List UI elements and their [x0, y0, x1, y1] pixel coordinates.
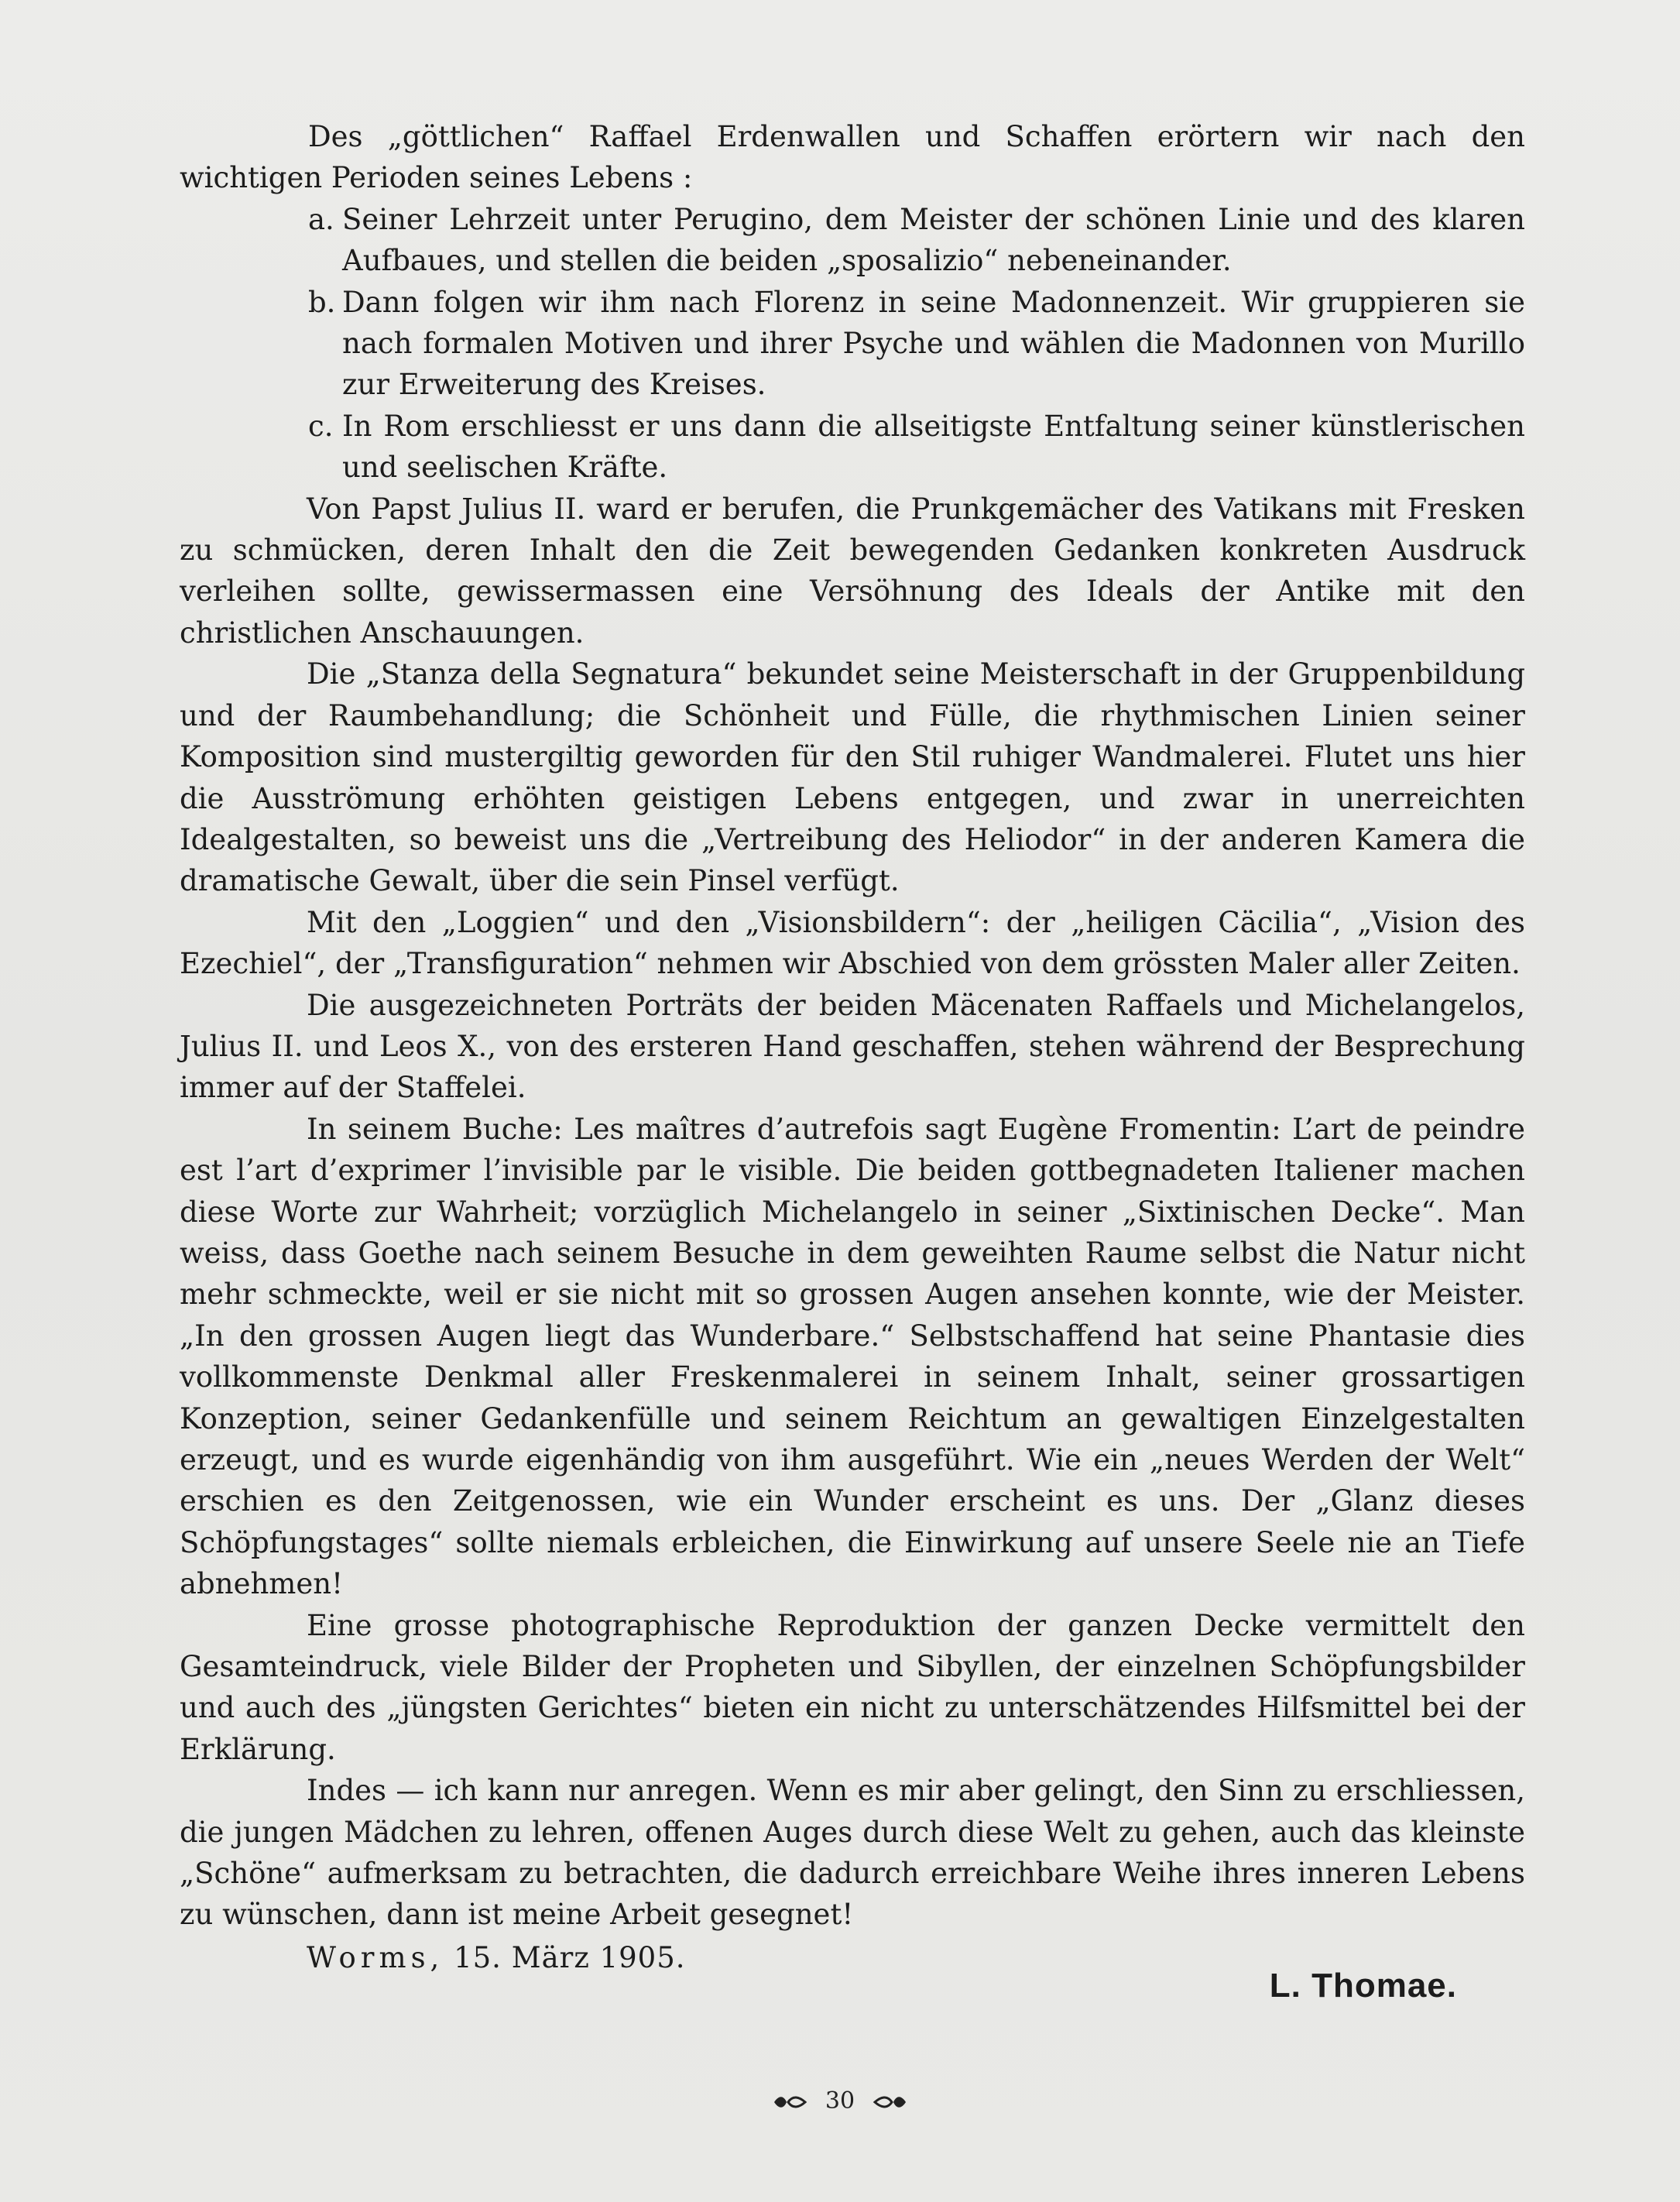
right-ornament-icon	[873, 2094, 907, 2111]
paragraph-reproduktion: Eine grosse photographische Reproduktion der ganzen Decke vermittelt den Gesamteindruck, viele Bilder der Propheten und Sibyllen, der einzelnen Schöpfungsbilder und auch des „jüngsten Gerichtes“ bieten ein nicht zu unterschätzendes Hilfsmittel bei der Erklärung.	[180, 1608, 1525, 1766]
paragraph-loggien: Mit den „Loggien“ und den „Visionsbildern“: der „heiligen Cäcilia“, „Vision des Ezechiel“, der „Transfiguration“ nehmen wir Abschied von dem grössten Maler aller Zeiten.	[180, 905, 1525, 981]
page-folio	[0, 2087, 1680, 2115]
list-marker: a.	[308, 202, 334, 236]
closing-block	[180, 1937, 1525, 2005]
list-item-text: Dann folgen wir ihm nach Florenz in seine Madonnenzeit. Wir gruppieren sie nach formalen Motiven und ihrer Psyche und wählen die Madonnen von Murillo zur Erweiterung des Kreises.	[342, 285, 1525, 402]
paragraph-fromentin: In seinem Buche: Les maîtres d’autrefois sagt Eugène Fromentin: L’art de peindre est l’art d’exprimer l’invisible par le visible. Die beiden gottbegnadeten Italiener machen diese Worte zur Wahrheit; vorzüglich Michelangelo in seiner „Sixtinischen Decke“. Man weiss, dass Goethe nach seinem Besuche in dem geweihten Raume selbst die Natur nicht mehr schmeckte, weil er sie nicht mit so grossen Augen ansehen konnte, wie der Meister. „In den grossen Augen liegt das Wunderbare.“ Selbstschaffend hat seine Phantasie dies vollkommenste Denkmal aller Freskenmalerei in seinem Inhalt, seiner grossartigen Konzeption, seiner Gedankenfülle und seinem Reichtum an gewaltigen Einzelgestalten erzeugt, und es wurde eigenhändig von ihm ausgeführt. Wie ein „neues Werden der Welt“ erschien es den Zeitgenossen, wie ein Wunder erscheint es uns. Der „Glanz dieses Schöpfungstages“ sollte niemals erbleichen, die Einwirkung auf unsere Seele nie an Tiefe abnehmen!	[180, 1112, 1525, 1601]
author-signature: L. Thomae.	[1269, 1966, 1457, 2005]
paragraph-papst-julius: Von Papst Julius II. ward er berufen, die Prunkgemächer des Vatikans mit Fresken zu schmücken, deren Inhalt den die Zeit bewegenden Gedanken konkreten Ausdruck verleihen sollte, gewissermassen eine Versöhnung des Ideals der Antike mit den christlichen Anschauungen.	[180, 492, 1525, 650]
period-list	[180, 199, 1525, 489]
body-text	[180, 116, 1525, 2005]
list-item-text: Seiner Lehrzeit unter Perugino, dem Meister der schönen Linie und des klaren Aufbaues, und stellen die beiden „sposalizio“ nebeneinander.	[342, 202, 1525, 278]
paragraph-indes: Indes — ich kann nur anregen. Wenn es mir aber gelingt, den Sinn zu erschliessen, die jungen Mädchen zu lehren, offenen Auges durch diese Welt zu gehen, auch das kleinste „Schöne“ aufmerksam zu betrachten, die dadurch erreichbare Weihe ihres inneren Lebens zu wünschen, dann ist meine Arbeit gesegnet!	[180, 1774, 1525, 1932]
list-marker: b.	[308, 285, 336, 319]
paragraph-portraits: Die ausgezeichneten Porträts der beiden Mäcenaten Raffaels und Michelangelos, Julius II. und Leos X., von des ersteren Hand geschaffen, stehen während der Besprechung immer auf der Staffelei.	[180, 988, 1525, 1105]
list-item-text: In Rom erschliesst er uns dann die allseitigste Entfaltung seiner künstlerischen und seelischen Kräfte.	[342, 409, 1525, 485]
date: 15. März 1905.	[454, 1940, 686, 1974]
intro-paragraph: Des „göttlichen“ Raffael Erdenwallen und Schaffen erörtern wir nach den wichtigen Perioden seines Lebens :	[180, 120, 1525, 195]
list-item	[308, 282, 1525, 406]
list-item	[308, 199, 1525, 282]
page-number: 30	[825, 2087, 855, 2115]
paragraph-stanza: Die „Stanza della Segnatura“ bekundet seine Meisterschaft in der Gruppenbildung und der Raumbehandlung; die Schönheit und Fülle, die rhythmischen Linien seiner Komposition sind mustergiltig geworden für den Stil ruhiger Wandmalerei. Flutet uns hier die Ausströmung erhöhten geistigen Lebens entgegen, und zwar in unerreichten Idealgestalten, so beweist uns die „Vertreibung des Heliodor“ in der anderen Kamera die dramatische Gewalt, über die sein Pinsel verfügt.	[180, 657, 1525, 898]
list-item	[308, 406, 1525, 489]
left-ornament-icon	[773, 2094, 807, 2111]
place-date	[307, 1937, 686, 1978]
list-marker: c.	[308, 409, 334, 443]
place: Worms,	[307, 1940, 444, 1974]
